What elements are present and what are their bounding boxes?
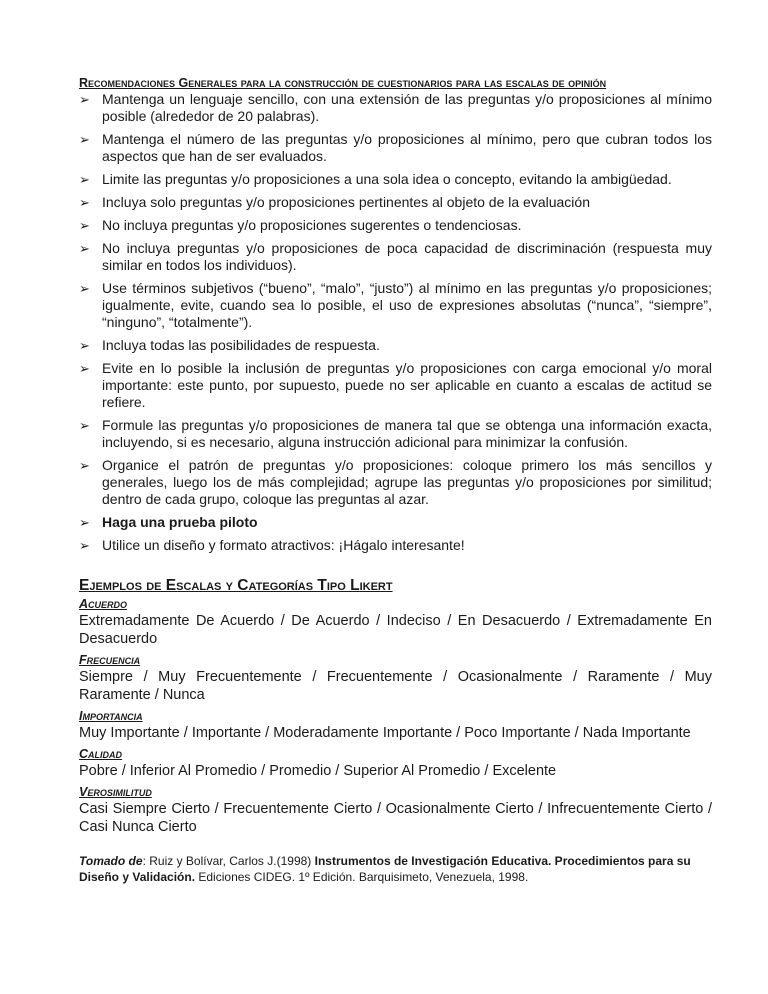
category-scale-calidad: Pobre / Inferior Al Promedio / Promedio / Superior Al Promedio / Excelente	[79, 763, 557, 779]
category-label-verosimilitud: Verosimilitud	[79, 785, 152, 799]
list-item: ➢ Incluya solo preguntas y/o proposiciones pertinentes al objeto de la evaluación	[79, 194, 590, 210]
arrow-bullet-icon: ➢	[79, 195, 90, 210]
list-item: ➢ No incluya preguntas y/o proposiciones sugerentes o tendenciosas.	[79, 217, 522, 233]
category-scale-verosimilitud: Casi Siempre Cierto / Frecuentemente Cierto / Ocasionalmente Cierto / Infrecuentemente Cierto / Casi Nunca Cierto	[79, 801, 712, 835]
source-prefix: Tomado de	[79, 854, 143, 868]
list-item: ➢ Mantenga el número de las preguntas y/o proposiciones al mínimo, pero que cubran todos los aspectos que han de ser evaluados.	[79, 131, 712, 164]
arrow-bullet-icon: ➢	[79, 338, 90, 353]
list-item: ➢ No incluya preguntas y/o proposiciones de poca capacidad de discriminación (respuesta muy similar en todos los individuos).	[79, 240, 712, 273]
arrow-bullet-icon: ➢	[79, 538, 90, 553]
source-publisher: Ediciones CIDEG. 1º Edición. Barquisimeto, Venezuela, 1998.	[195, 870, 529, 884]
arrow-bullet-icon: ➢	[79, 241, 90, 256]
list-item: ➢ Formule las preguntas y/o proposiciones de manera tal que se obtenga una información exacta, incluyendo, si es necesario, alguna instrucción adicional para minimizar la confusión.	[79, 417, 712, 450]
arrow-bullet-icon: ➢	[79, 361, 90, 376]
list-item: ➢ Evite en lo posible la inclusión de preguntas y/o proposiciones con carga emocional y/o moral importante: este punto, por supuesto, puede no ser aplicable en cuanto a escalas de actitud se refiere.	[79, 360, 712, 410]
category-label-calidad: Calidad	[79, 747, 123, 761]
recommendations-list	[79, 91, 712, 554]
arrow-bullet-icon: ➢	[79, 418, 90, 433]
arrow-bullet-icon: ➢	[79, 172, 90, 187]
category-scale-acuerdo: Extremadamente De Acuerdo / De Acuerdo / Indeciso / En Desacuerdo / Extremadamente En Desacuerdo	[79, 613, 712, 647]
arrow-bullet-icon: ➢	[79, 132, 90, 147]
arrow-bullet-icon: ➢	[79, 92, 90, 107]
category-label-acuerdo: Acuerdo	[79, 597, 128, 611]
source-title: Instrumentos de Investigación Educativa. Procedimientos para su Diseño y Validación.	[79, 854, 691, 884]
list-item: ➢ Incluya todas las posibilidades de respuesta.	[79, 337, 380, 353]
document-content	[79, 76, 712, 885]
category-scale-importancia: Muy Importante / Importante / Moderadamente Importante / Poco Importante / Nada Importante	[79, 725, 691, 741]
list-item: ➢ Limite las preguntas y/o proposiciones a una sola idea o concepto, evitando la ambigüedad.	[79, 171, 672, 187]
likert-examples-heading: Ejemplos de Escalas y Categorías Tipo Likert	[79, 577, 393, 594]
list-item: ➢ Mantenga un lenguaje sencillo, con una extensión de las preguntas y/o proposiciones al mínimo posible (alrededor de 20 palabras).	[79, 91, 712, 124]
source-citation	[79, 853, 712, 885]
category-label-frecuencia: Frecuencia	[79, 653, 141, 667]
arrow-bullet-icon: ➢	[79, 458, 90, 473]
arrow-bullet-icon: ➢	[79, 281, 90, 296]
recommendations-heading: Recomendaciones Generales para la construcción de cuestionarios para las escalas de opinión	[79, 76, 607, 90]
source-authors: : Ruiz y Bolívar, Carlos J.(1998)	[142, 854, 315, 868]
list-item-pilot-test: ➢ Haga una prueba piloto	[79, 514, 258, 530]
arrow-bullet-icon: ➢	[79, 218, 90, 233]
category-label-importancia: Importancia	[79, 709, 143, 723]
category-scale-frecuencia: Siempre / Muy Frecuentemente / Frecuentemente / Ocasionalmente / Raramente / Muy Raramente / Nunca	[79, 669, 712, 703]
list-item: ➢ Utilice un diseño y formato atractivos: ¡Hágalo interesante!	[79, 537, 465, 553]
list-item: ➢ Organice el patrón de preguntas y/o proposiciones: coloque primero los más sencillos y generales, luego los de más complejidad; agrupe las preguntas y/o proposiciones por similitud; dentro de cada grupo, coloque las preguntas al azar.	[79, 457, 712, 507]
arrow-bullet-icon: ➢	[79, 515, 90, 530]
list-item: ➢ Use términos subjetivos (“bueno”, “malo”, “justo”) al mínimo en las preguntas y/o proposiciones; igualmente, evite, cuando sea lo posible, el uso de expresiones absolutas (“nunca”, “siempre”, “ninguno”, “totalmente”).	[79, 280, 712, 330]
